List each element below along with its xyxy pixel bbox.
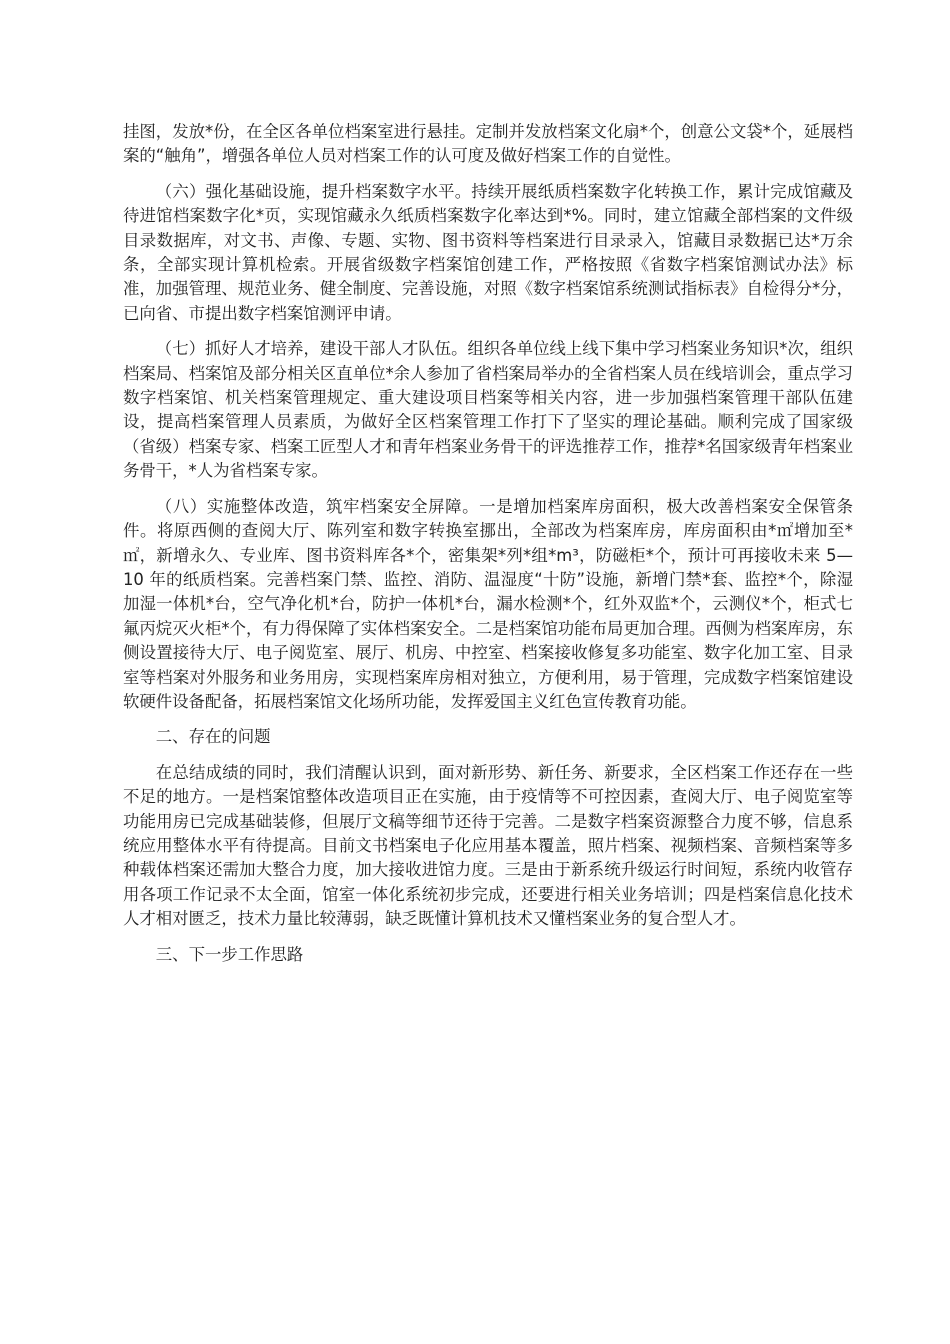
paragraph-continuation: 挂图，发放*份，在全区各单位档案室进行悬挂。定制并发放档案文化扇*个，创意公文袋*个，延展档案的“触角”，增强各单位人员对档案工作的认可度及做好档案工作的自觉性。 [123,122,853,166]
paragraph-problems: 在总结成绩的同时，我们清醒认识到，面对新形势、新任务、新要求，全区档案工作还存在一些不足的地方。一是档案馆整体改造项目正在实施，由于疫情等不可控因素，查阅大厅、电子阅览室等功能用房已完成基础装修，但展厅文稿等细节还待于完善。二是数字档案资源整合力度不够，信息系统应用整体水平有待提高。目前文书档案电子化应用基本覆盖，照片档案、视频档案、音频档案等多种载体档案还需加大整合力度，加大接收进馆力度。三是由于新系统升级运行时间短，系统内收管存用各项工作记录不太全面，馆室一体化系统初步完成，还要进行相关业务培训；四是档案信息化技术人才相对匮乏，技术力量比较薄弱，缺乏既懂计算机技术又懂档案业务的复合型人才。 [123,762,853,929]
paragraph-section-seven: （七）抓好人才培养，建设干部人才队伍。组织各单位线上线下集中学习档案业务知识*次，组织档案局、档案馆及部分相关区直单位*余人参加了省档案局举办的全省档案人员在线培训会，重点学习数字档案馆、机关档案管理规定、重大建设项目档案等相关内容，进一步加强档案管理干部队伍建设，提高档案管理人员素质，为做好全区档案管理工作打下了坚实的理论基础。顺利完成了国家级（省级）档案专家、档案工匠型人才和青年档案业务骨干的评选推荐工作，推荐*名国家级青年档案业务骨干，*人为省档案专家。 [123,339,853,481]
heading-next-steps: 三、下一步工作思路 [155,944,304,964]
paragraph-section-six: （六）强化基础设施，提升档案数字水平。持续开展纸质档案数字化转换工作，累计完成馆藏及待进馆档案数字化*页，实现馆藏永久纸质档案数字化率达到*%。同时，建立馆藏全部档案的文件级目录数据库，对文书、声像、专题、实物、图书资料等档案进行目录录入，馆藏目录数据已达*万余条，全部实现计算机检索。开展省级数字档案馆创建工作，严格按照《省数字档案馆测试办法》标准，加强管理、规范业务、健全制度、完善设施，对照《数字档案馆系统测试指标表》自检得分*分，已向省、市提出数字档案馆测评申请。 [123,181,853,323]
paragraph-section-eight: （八）实施整体改造，筑牢档案安全屏障。一是增加档案库房面积，极大改善档案安全保管条件。将原西侧的查阅大厅、陈列室和数字转换室挪出，全部改为档案库房，库房面积由*㎡增加至*㎡，新增永久、专业库、图书资料库各*个，密集架*列*组*m³，防磁柜*个，预计可再接收未来 5—10 年的纸质档案。完善档案门禁、监控、消防、温湿度“十防”设施，新增门禁*套、监控*个，除湿加湿一体机*台，空气净化机*台，防护一体机*台，漏水检测*个，红外双监*个，云测仪*个，柜式七氟丙烷灭火柜*个，有力得保障了实体档案安全。二是档案馆功能布局更加合理。西侧为档案库房，东侧设置接待大厅、电子阅览室、展厅、机房、中控室、档案接收修复多功能室、数字化加工室、目录室等档案对外服务和业务用房，实现档案库房相对独立，方便利用，易于管理，完成数字档案馆建设软硬件设备配备，拓展档案馆文化场所功能，发挥爱国主义红色宣传教育功能。 [123,496,853,711]
heading-existing-problems: 二、存在的问题 [155,727,271,747]
document-body [123,120,853,978]
